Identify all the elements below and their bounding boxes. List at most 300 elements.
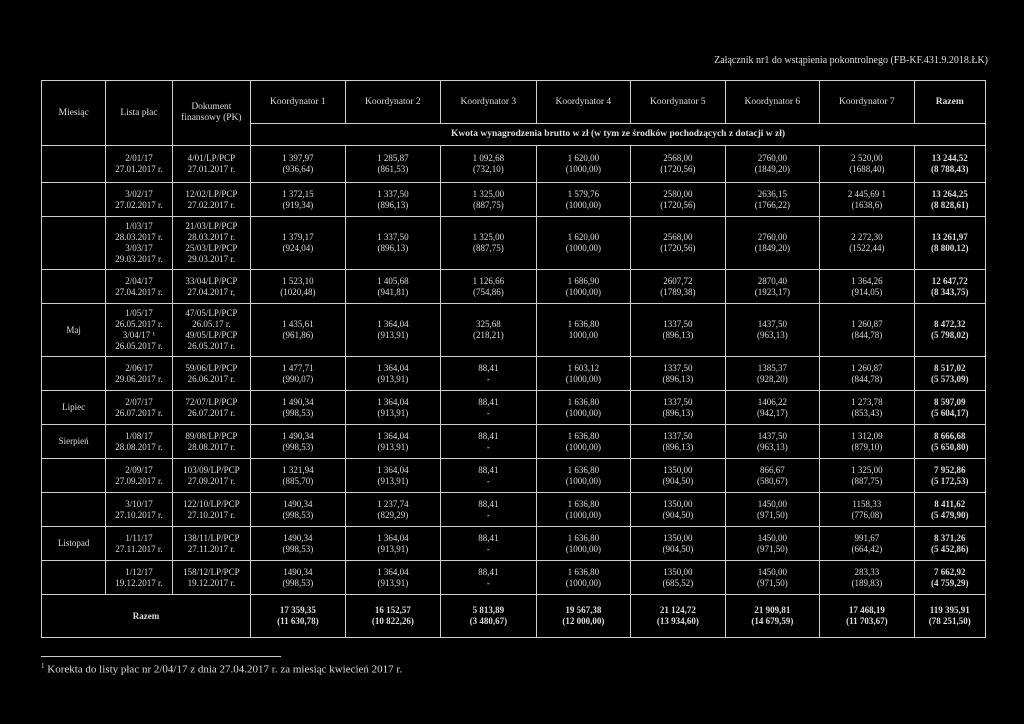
coordinator-6-cell-line: (928,20) xyxy=(756,373,788,384)
document-cell-line: 138/11/LP/PCP xyxy=(183,532,240,543)
coordinator-7-cell-line: (1522,44) xyxy=(849,243,885,253)
coordinator-1-cell-line: (924,04) xyxy=(282,243,314,253)
coordinator-1-cell-line: 1490,34 xyxy=(283,498,313,509)
coordinator-4-cell xyxy=(536,304,631,357)
coordinator-4-cell-line: 1 603,12 xyxy=(567,362,600,373)
coordinator-5-cell-line: 1337,50 xyxy=(663,319,693,329)
document-cell-line: 25/03/LP/PCP xyxy=(185,243,238,253)
coordinator-4-cell-line: 1 636,80 xyxy=(567,498,600,509)
coordinator-7-cell-line: 2 445,69 1 xyxy=(847,188,886,199)
coordinator-7-cell xyxy=(820,527,915,561)
coordinator-5-cell-line: (904,50) xyxy=(662,475,694,486)
coordinator-7-cell-line: (1688,40) xyxy=(849,164,885,174)
coordinator-1-cell-line: (998,53) xyxy=(282,509,314,520)
header-row xyxy=(42,81,986,124)
coordinator-5-cell-line: (896,13) xyxy=(662,407,694,418)
document-cell-line: 26.05.2017 r. xyxy=(187,341,236,351)
attachment-note: Załącznik nr1 do wstąpienia pokontrolnego (FB-KF.431.9.2018.ŁK) xyxy=(714,55,988,66)
coordinator-7-cell-line: 283,33 xyxy=(854,566,880,577)
coordinator-1-cell-line: 1 490,34 xyxy=(282,396,314,407)
coordinator-5-cell xyxy=(631,217,726,270)
coordinator-3-cell-line: - xyxy=(486,509,490,520)
coordinator-5-cell-line: (904,50) xyxy=(662,509,694,520)
coordinator-1-cell xyxy=(251,217,346,270)
summary-coordinator-1-cell-line: 17 359,35 xyxy=(279,605,316,615)
coordinator-3-cell-line: - xyxy=(486,407,490,418)
coordinator-3-cell xyxy=(441,146,537,183)
row-total-cell-line: (8 800,12) xyxy=(931,243,969,253)
payroll-cell-line: 26.05.2017 r. xyxy=(115,319,163,329)
month-cell: Lipiec xyxy=(42,391,106,425)
table-row xyxy=(42,493,986,527)
document-cell xyxy=(172,493,250,527)
document-cell xyxy=(172,270,250,304)
coordinator-3-cell-line: 88,41 xyxy=(478,396,499,407)
coordinator-3-cell-line: - xyxy=(486,475,490,486)
payroll-cell-line: 28.03.2017 r. xyxy=(115,232,163,242)
coordinator-2-cell-line: 1 237,74 xyxy=(377,498,409,509)
coordinator-6-cell-line: 1450,00 xyxy=(757,532,787,543)
coordinator-2-cell-line: (913,91) xyxy=(377,475,409,486)
coordinator-1-cell-line: (998,53) xyxy=(282,577,314,588)
payroll-cell xyxy=(106,459,172,493)
coordinator-6-cell xyxy=(725,270,820,304)
coordinator-5-cell-line: 1350,00 xyxy=(663,566,693,577)
coordinator-5-cell xyxy=(631,459,726,493)
coordinator-7-cell xyxy=(820,561,915,595)
coordinator-6-cell xyxy=(725,357,820,391)
payroll-cell-line: 19.12.2017 r. xyxy=(115,577,163,588)
coordinator-3-cell xyxy=(441,217,537,270)
document-cell xyxy=(172,217,250,270)
row-total-cell-line: (8 788,43) xyxy=(931,164,969,174)
coordinator-1-cell xyxy=(251,270,346,304)
coordinator-3-cell-line: - xyxy=(486,543,490,554)
coordinator-5-cell-line: 1337,50 xyxy=(663,430,693,441)
coordinator-2-cell-line: 1 337,50 xyxy=(377,232,409,242)
coordinator-1-cell-line: 1 372,15 xyxy=(282,188,314,199)
coordinator-7-cell-line: (189,83) xyxy=(851,577,883,588)
header-coordinator-4: Koordynator 4 xyxy=(536,81,631,124)
coordinator-6-cell-line: (1849,20) xyxy=(754,164,790,174)
coordinator-7-cell xyxy=(820,493,915,527)
coordinator-7-cell xyxy=(820,459,915,493)
coordinator-3-cell-line: 1 126,66 xyxy=(472,275,505,286)
coordinator-3-cell xyxy=(441,391,537,425)
summary-coordinator-2-cell-line: 16 152,57 xyxy=(374,605,411,615)
payroll-cell-line: 2/04/17 xyxy=(125,275,153,286)
coordinator-1-cell xyxy=(251,304,346,357)
table-row xyxy=(42,459,986,493)
header-coordinator-2: Koordynator 2 xyxy=(345,81,441,124)
document-cell-line: 28.08.2017 r. xyxy=(187,441,236,452)
coordinator-6-cell-line: (942,17) xyxy=(756,407,788,418)
coordinator-5-cell xyxy=(631,270,726,304)
row-total-cell-line: 8 472,32 xyxy=(934,319,966,329)
coordinator-7-cell-line: (853,43) xyxy=(851,407,883,418)
row-total-cell-line: (5 573,09) xyxy=(931,373,969,384)
row-total-cell-line: (5 650,80) xyxy=(931,441,969,452)
summary-coordinator-7-cell xyxy=(820,595,915,638)
coordinator-7-cell-line: 1 260,87 xyxy=(851,319,883,329)
coordinator-1-cell xyxy=(251,527,346,561)
coordinator-7-cell-line: (844,78) xyxy=(851,330,883,340)
coordinator-3-cell-line: - xyxy=(486,441,490,452)
coordinator-3-cell-line: 88,41 xyxy=(478,532,499,543)
coordinator-3-cell xyxy=(441,459,537,493)
payroll-cell-line: 28.08.2017 r. xyxy=(115,441,163,452)
row-total-cell xyxy=(914,493,985,527)
coordinator-4-cell-line: (1000,00) xyxy=(565,509,601,520)
document-cell-line: 26.05.17 r. xyxy=(192,319,231,329)
coordinator-5-cell-line: 2568,00 xyxy=(663,153,693,163)
payroll-cell-line: 3/04/17 ¹ xyxy=(122,330,156,340)
document-cell-line: 29.03.2017 r. xyxy=(187,254,236,264)
coordinator-4-cell-line: (1000,00) xyxy=(565,577,601,588)
coordinator-4-cell-line: 1 636,80 xyxy=(567,319,600,329)
coordinator-2-cell-line: 1 364,04 xyxy=(377,532,409,543)
document-cell-line: 27.02.2017 r. xyxy=(187,199,236,210)
coordinator-3-cell-line: - xyxy=(486,373,490,384)
coordinator-4-cell xyxy=(536,270,631,304)
payroll-cell-line: 1/11/17 xyxy=(125,532,153,543)
coordinator-7-cell-line: 1 364,26 xyxy=(851,275,883,286)
summary-coordinator-4-cell xyxy=(536,595,631,638)
coordinator-6-cell-line: 2760,00 xyxy=(757,232,787,242)
payroll-cell-line: 27.09.2017 r. xyxy=(115,475,163,486)
document-cell xyxy=(172,304,250,357)
payroll-cell xyxy=(106,146,172,183)
coordinator-5-cell-line: 2607,72 xyxy=(663,275,693,286)
coordinator-4-cell-line: 1 686,90 xyxy=(567,275,600,286)
coordinator-5-cell-line: 1337,50 xyxy=(663,396,693,407)
row-total-cell-line: 8 597,09 xyxy=(934,396,966,407)
coordinator-2-cell-line: (913,91) xyxy=(377,373,409,384)
document-cell-line: 27.11.2017 r. xyxy=(187,543,235,554)
document-cell xyxy=(172,391,250,425)
payroll-cell xyxy=(106,493,172,527)
coordinator-6-cell xyxy=(725,561,820,595)
payroll-cell-line: 27.01.2017 r. xyxy=(115,164,163,174)
row-total-cell xyxy=(914,527,985,561)
payroll-cell xyxy=(106,425,172,459)
coordinator-6-cell xyxy=(725,425,820,459)
coordinator-5-cell xyxy=(631,357,726,391)
coordinator-1-cell-line: 1 523,10 xyxy=(282,275,314,286)
coordinator-5-cell xyxy=(631,425,726,459)
summary-row xyxy=(42,595,986,638)
coordinator-2-cell-line: (913,91) xyxy=(377,407,409,418)
coordinator-3-cell-line: (754,86) xyxy=(472,286,504,297)
coordinator-3-cell xyxy=(441,561,537,595)
amount-subheader: Kwota wynagrodzenia brutto w zł (w tym ze środków pochodzących z dotacji w zł) xyxy=(251,124,986,146)
coordinator-2-cell-line: (913,91) xyxy=(377,543,409,554)
coordinator-6-cell xyxy=(725,527,820,561)
summary-coordinator-6-cell xyxy=(725,595,820,638)
coordinator-1-cell-line: (998,53) xyxy=(282,543,314,554)
table-row xyxy=(42,527,986,561)
coordinator-5-cell-line: (1720,56) xyxy=(660,199,696,210)
document-cell xyxy=(172,459,250,493)
payroll-cell xyxy=(106,357,172,391)
coordinator-1-cell xyxy=(251,561,346,595)
coordinator-6-cell-line: 866,67 xyxy=(759,464,785,475)
payroll-cell-line: 27.04.2017 r. xyxy=(115,286,163,297)
coordinator-4-cell-line: (1000,00) xyxy=(565,543,601,554)
coordinator-2-cell-line: 1 364,04 xyxy=(377,566,409,577)
month-cell: Maj xyxy=(42,304,106,357)
coordinator-1-cell-line: (885,70) xyxy=(282,475,314,486)
row-total-cell-line: 13 261,97 xyxy=(931,232,968,242)
summary-coordinator-6-cell-line: (14 679,59) xyxy=(751,616,794,626)
coordinator-6-cell-line: (971,50) xyxy=(756,577,788,588)
payroll-cell-line: 27.02.2017 r. xyxy=(115,199,163,210)
payroll-cell xyxy=(106,183,172,217)
row-total-cell-line: 12 647,72 xyxy=(931,275,968,286)
coordinator-7-cell-line: 1158,33 xyxy=(852,498,882,509)
coordinator-4-cell-line: 1 636,80 xyxy=(567,430,600,441)
coordinator-1-cell xyxy=(251,493,346,527)
summary-total-cell-line: (78 251,50) xyxy=(928,616,971,626)
coordinator-7-cell xyxy=(820,183,915,217)
coordinator-6-cell-line: 1450,00 xyxy=(757,566,787,577)
table-row xyxy=(42,304,986,357)
coordinator-3-cell-line: 325,68 xyxy=(475,319,501,329)
month-cell xyxy=(42,217,106,270)
salary-table xyxy=(41,80,986,638)
coordinator-4-cell xyxy=(536,217,631,270)
coordinator-1-cell xyxy=(251,425,346,459)
coordinator-7-cell xyxy=(820,425,915,459)
coordinator-5-cell xyxy=(631,304,726,357)
coordinator-6-cell-line: 1406,22 xyxy=(757,396,787,407)
document-cell-line: 47/05/LP/PCP xyxy=(185,308,238,318)
coordinator-1-cell xyxy=(251,459,346,493)
payroll-cell-line: 1/05/17 xyxy=(125,308,153,318)
coordinator-3-cell-line: 88,41 xyxy=(478,362,499,373)
coordinator-6-cell-line: (1766,22) xyxy=(754,199,790,210)
document-cell-line: 28.03.2017 r. xyxy=(187,232,236,242)
payroll-cell-line: 1/08/17 xyxy=(125,430,153,441)
payroll-cell-line: 2/06/17 xyxy=(125,362,153,373)
coordinator-2-cell xyxy=(345,459,441,493)
row-total-cell-line: (8 828,61) xyxy=(931,199,969,210)
row-total-cell-line: 8 517,02 xyxy=(934,362,966,373)
document-cell-line: 27.01.2017 r. xyxy=(187,164,236,174)
row-total-cell-line: 8 411,62 xyxy=(934,498,966,509)
payroll-cell-line: 27.11.2017 r. xyxy=(115,543,163,554)
coordinator-2-cell-line: 1 364,04 xyxy=(377,396,409,407)
summary-coordinator-7-cell-line: (11 703,67) xyxy=(846,616,888,626)
coordinator-1-cell-line: 1490,34 xyxy=(283,532,313,543)
coordinator-4-cell xyxy=(536,391,631,425)
coordinator-4-cell-line: 1 620,00 xyxy=(567,232,600,242)
coordinator-3-cell xyxy=(441,527,537,561)
coordinator-4-cell-line: (1000,00) xyxy=(565,243,601,253)
row-total-cell xyxy=(914,146,985,183)
summary-coordinator-1-cell-line: (11 630,78) xyxy=(277,616,319,626)
coordinator-6-cell-line: 2636,15 xyxy=(757,188,787,199)
payroll-cell-line: 29.06.2017 r. xyxy=(115,373,163,384)
payroll-cell xyxy=(106,391,172,425)
coordinator-5-cell-line: (896,13) xyxy=(662,330,694,340)
document-cell-line: 4/01/LP/PCP xyxy=(187,153,236,163)
coordinator-1-cell-line: (936,64) xyxy=(282,164,314,174)
coordinator-7-cell-line: 1 312,09 xyxy=(851,430,883,441)
coordinator-5-cell xyxy=(631,561,726,595)
summary-coordinator-7-cell-line: 17 468,19 xyxy=(848,605,885,615)
row-total-cell-line: (8 343,75) xyxy=(931,286,969,297)
coordinator-4-cell xyxy=(536,459,631,493)
payroll-cell xyxy=(106,217,172,270)
table-row xyxy=(42,561,986,595)
month-cell xyxy=(42,270,106,304)
coordinator-2-cell xyxy=(345,425,441,459)
payroll-cell xyxy=(106,561,172,595)
payroll-cell-line: 26.07.2017 r. xyxy=(115,407,163,418)
coordinator-7-cell xyxy=(820,146,915,183)
coordinator-7-cell-line: (914,05) xyxy=(851,286,883,297)
coordinator-4-cell xyxy=(536,493,631,527)
document-cell-line: 89/08/LP/PCP xyxy=(185,430,238,441)
payroll-cell-line: 2/07/17 xyxy=(125,396,153,407)
coordinator-7-cell xyxy=(820,270,915,304)
coordinator-3-cell-line: - xyxy=(486,577,490,588)
payroll-cell-line: 29.03.2017 r. xyxy=(115,254,163,264)
document-cell xyxy=(172,425,250,459)
footnote-mark: 1 xyxy=(41,662,45,670)
coordinator-5-cell xyxy=(631,183,726,217)
payroll-cell-line: 27.10.2017 r. xyxy=(115,509,163,520)
header-coordinator-7: Koordynator 7 xyxy=(820,81,915,124)
footnote-divider xyxy=(41,656,281,657)
coordinator-2-cell xyxy=(345,304,441,357)
row-total-cell-line: 8 371,26 xyxy=(934,532,966,543)
coordinator-6-cell-line: (580,67) xyxy=(756,475,788,486)
coordinator-5-cell-line: 2568,00 xyxy=(663,232,693,242)
coordinator-4-cell-line: (1000,00) xyxy=(565,164,601,174)
coordinator-2-cell-line: 1 285,87 xyxy=(377,153,409,163)
coordinator-6-cell-line: (1923,17) xyxy=(754,286,790,297)
document-cell-line: 12/02/LP/PCP xyxy=(185,188,238,199)
coordinator-7-cell xyxy=(820,217,915,270)
coordinator-2-cell-line: 1 364,04 xyxy=(377,430,409,441)
header-payroll: Lista płac xyxy=(106,81,172,146)
summary-coordinator-4-cell-line: (12 000,00) xyxy=(562,616,605,626)
coordinator-6-cell-line: (1849,20) xyxy=(754,243,790,253)
summary-coordinator-2-cell xyxy=(345,595,441,638)
coordinator-5-cell-line: (896,13) xyxy=(662,373,694,384)
summary-coordinator-5-cell-line: (13 934,60) xyxy=(656,616,699,626)
coordinator-2-cell xyxy=(345,270,441,304)
table-row xyxy=(42,183,986,217)
coordinator-3-cell-line: 1 325,00 xyxy=(472,232,505,242)
coordinator-2-cell xyxy=(345,493,441,527)
coordinator-6-cell-line: (963,13) xyxy=(756,330,788,340)
coordinator-2-cell-line: (913,91) xyxy=(377,441,409,452)
coordinator-5-cell-line: (1720,56) xyxy=(660,164,696,174)
coordinator-6-cell xyxy=(725,146,820,183)
row-total-cell-line: (5 479,90) xyxy=(931,509,969,520)
month-cell xyxy=(42,146,106,183)
footnote xyxy=(41,662,402,676)
coordinator-4-cell-line: (1000,00) xyxy=(565,441,601,452)
coordinator-6-cell xyxy=(725,391,820,425)
document-cell xyxy=(172,146,250,183)
coordinator-6-cell-line: 2760,00 xyxy=(757,153,787,163)
coordinator-1-cell-line: (1020,48) xyxy=(280,286,316,297)
coordinator-3-cell-line: 88,41 xyxy=(478,498,499,509)
header-coordinator-6: Koordynator 6 xyxy=(725,81,820,124)
coordinator-5-cell-line: (1720,56) xyxy=(660,243,696,253)
coordinator-4-cell-line: (1000,00) xyxy=(565,475,601,486)
document-cell-line: 21/03/LP/PCP xyxy=(185,221,238,231)
payroll-cell-line: 26.05.2017 r. xyxy=(115,341,163,351)
row-total-cell xyxy=(914,561,985,595)
month-cell xyxy=(42,459,106,493)
table-row xyxy=(42,270,986,304)
coordinator-1-cell-line: 1 321,94 xyxy=(282,464,314,475)
payroll-cell-line: 2/01/17 xyxy=(125,153,153,163)
document-cell-line: 59/06/LP/PCP xyxy=(185,362,238,373)
row-total-cell xyxy=(914,459,985,493)
coordinator-6-cell-line: 1385,37 xyxy=(757,362,787,373)
coordinator-3-cell-line: (887,75) xyxy=(472,243,504,253)
month-cell xyxy=(42,493,106,527)
document-cell-line: 26.07.2017 r. xyxy=(187,407,236,418)
coordinator-6-cell xyxy=(725,493,820,527)
coordinator-6-cell-line: (971,50) xyxy=(756,543,788,554)
document-cell-line: 19.12.2017 r. xyxy=(187,577,236,588)
coordinator-7-cell-line: (1638,6) xyxy=(851,199,883,210)
coordinator-1-cell xyxy=(251,183,346,217)
coordinator-1-cell xyxy=(251,357,346,391)
coordinator-1-cell xyxy=(251,146,346,183)
document-cell-line: 49/05/LP/PCP xyxy=(185,330,238,340)
document-cell-line: 26.06.2017 r. xyxy=(187,373,236,384)
coordinator-5-cell-line: (896,13) xyxy=(662,441,694,452)
coordinator-7-cell-line: 2 272,30 xyxy=(851,232,883,242)
coordinator-6-cell-line: (963,13) xyxy=(756,441,788,452)
coordinator-4-cell-line: 1 636,80 xyxy=(567,532,600,543)
header-coordinator-1: Koordynator 1 xyxy=(251,81,346,124)
document-cell xyxy=(172,357,250,391)
coordinator-2-cell xyxy=(345,391,441,425)
coordinator-6-cell-line: (971,50) xyxy=(756,509,788,520)
coordinator-3-cell-line: 88,41 xyxy=(478,430,499,441)
month-cell: Sierpień xyxy=(42,425,106,459)
coordinator-3-cell xyxy=(441,183,537,217)
month-cell xyxy=(42,357,106,391)
coordinator-4-cell-line: 1 636,80 xyxy=(567,464,600,475)
header-coordinator-3: Koordynator 3 xyxy=(441,81,537,124)
coordinator-6-cell-line: 1437,50 xyxy=(757,430,787,441)
summary-label: Razem xyxy=(42,595,251,638)
coordinator-1-cell-line: (990,07) xyxy=(282,373,314,384)
coordinator-6-cell xyxy=(725,183,820,217)
coordinator-4-cell xyxy=(536,183,631,217)
coordinator-4-cell-line: (1000,00) xyxy=(565,199,601,210)
table-row xyxy=(42,217,986,270)
row-total-cell-line: (5 172,53) xyxy=(931,475,969,486)
header-month: Miesiąc xyxy=(42,81,106,146)
coordinator-5-cell xyxy=(631,527,726,561)
payroll-cell-line: 3/02/17 xyxy=(125,188,153,199)
coordinator-5-cell-line: 2580,00 xyxy=(663,188,693,199)
row-total-cell-line: (5 452,86) xyxy=(931,543,969,554)
payroll-cell-line: 3/03/17 xyxy=(125,243,153,253)
table-row xyxy=(42,425,986,459)
